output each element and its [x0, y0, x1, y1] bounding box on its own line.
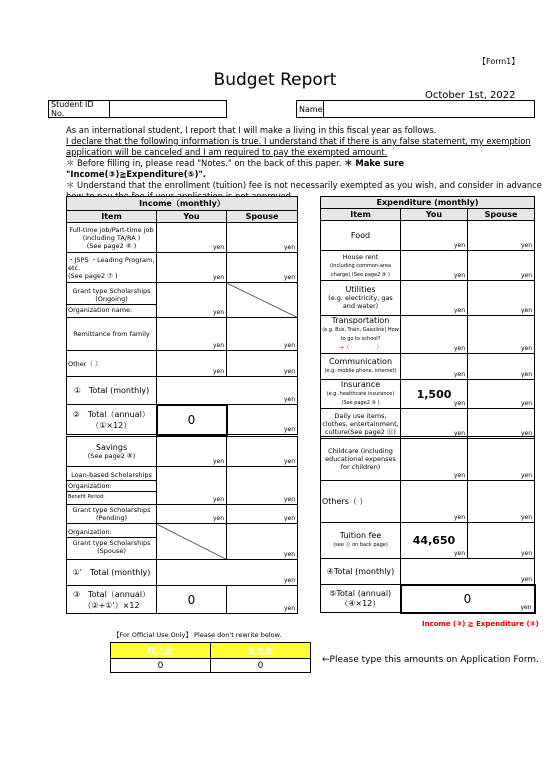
exp-daily-label: Daily use items, clothes, entertainment, culture(See page2 ⑪)	[321, 409, 401, 439]
exp-daily-you[interactable]	[401, 409, 468, 439]
yen-unit: yen	[283, 515, 295, 522]
exp-tuition-spouse[interactable]	[468, 523, 535, 559]
tuition-note: (see ⑫ on back page)	[333, 542, 388, 548]
yen-unit: yen	[520, 400, 533, 407]
yen-unit: yen	[520, 550, 532, 557]
yen-unit: yen	[283, 605, 295, 612]
yen-unit: yen	[453, 550, 465, 557]
note-line-3	[66, 158, 546, 180]
income-table	[66, 196, 298, 436]
loan-benefit-period: Benefit Period:	[68, 493, 105, 500]
tuition-text: Tuition fee	[339, 531, 382, 540]
official-expenditure-header: 支出計	[211, 643, 311, 659]
yen-unit: yen	[283, 551, 295, 558]
yen-unit: yen	[453, 242, 465, 249]
transport-school-input[interactable]: →（ ）	[338, 345, 383, 351]
exp-childcare-label: Childcare (including educational expenses for children)	[321, 437, 401, 481]
yen-unit: yen	[212, 309, 224, 316]
income-total3-label: ③ Total（annual） （②+①'）×12	[67, 586, 157, 614]
income-remittance-you[interactable]	[157, 318, 227, 351]
expenditure-table	[320, 196, 535, 439]
income-loan-spouse[interactable]	[227, 467, 298, 505]
insurance-text: Insurance	[340, 380, 381, 389]
savings-text: Savings	[95, 442, 128, 452]
yen-unit: yen	[520, 307, 533, 314]
form-number: 【Form1】	[478, 57, 520, 66]
transport-note: (e.g. Bus, Train, Gasoline) How to go to school?	[322, 327, 399, 342]
income-col-you: You	[157, 211, 227, 223]
exp-utilities-spouse[interactable]	[468, 281, 535, 316]
declaration-notes	[66, 125, 546, 202]
yen-unit: yen	[520, 371, 533, 378]
total5-value: 0	[463, 591, 472, 606]
yen-unit: yen	[283, 244, 295, 251]
yen-unit: yen	[283, 577, 295, 584]
note-line-4: ＊ Understand that the enrollment (tuition) fee is not necessarily exempted as you wish, and consider in advance	[66, 180, 542, 190]
yen-unit: yen	[453, 472, 465, 479]
exp-total5-value	[401, 585, 535, 613]
insurance-note: (e.g. healthcare insurance) (See page2 ⑩ )	[326, 391, 395, 406]
yen-unit: yen	[520, 345, 533, 352]
exp-food-label: Food	[321, 221, 401, 251]
exp-communication-spouse[interactable]	[468, 354, 535, 380]
utilities-note: (e.g. electricity, gas and water)	[328, 294, 393, 310]
exp-total4-value	[401, 559, 535, 585]
yen-unit: yen	[453, 400, 465, 407]
insurance-value: 1,500	[416, 387, 452, 401]
yen-unit: yen	[212, 368, 224, 375]
income-grant-pending-you[interactable]	[157, 505, 227, 524]
exp-others-label: Others（ ）	[321, 481, 401, 523]
exp-childcare-you[interactable]	[401, 437, 468, 481]
income-lower-table	[66, 436, 298, 614]
income-savings-you[interactable]	[157, 437, 227, 467]
loan-text: Loan-based Scholarships	[67, 470, 156, 481]
exp-house-label	[321, 251, 401, 281]
official-use-table	[110, 642, 311, 673]
exp-total4-label: ④Total (monthly)	[321, 559, 401, 585]
income-other-spouse[interactable]	[227, 351, 298, 377]
yen-unit: yen	[212, 244, 224, 251]
exp-tuition-you[interactable]	[401, 523, 468, 559]
income-total3-empty	[227, 586, 298, 614]
yen-unit: yen	[212, 515, 224, 522]
yen-unit: yen	[283, 395, 295, 403]
yen-unit: yen	[520, 575, 532, 583]
yen-unit: yen	[520, 272, 533, 279]
yen-unit: yen	[212, 496, 224, 503]
official-income-value: 0	[111, 659, 211, 673]
income-expenditure-rule: Income (③) ≧ Expenditure (⑤)	[422, 620, 539, 628]
yen-unit: yen	[212, 458, 224, 465]
yen-unit: yen	[283, 342, 295, 349]
income-header: Income（monthly）	[67, 197, 298, 211]
income-grant-pending-label: Grant type Scholarships (Pending)	[67, 505, 157, 524]
income-total3-value: 0	[157, 586, 227, 614]
official-use-note: 【For Official Use Only】 Please don't rewrite below.	[113, 631, 282, 639]
communication-note: (e.g. mobile phone, internet)	[324, 368, 397, 374]
name-label: Name	[296, 100, 324, 118]
income-fulltime-spouse[interactable]	[227, 223, 298, 253]
student-id-label: Student ID No.	[48, 100, 110, 118]
savings-note: (See page2 ⑧)	[87, 451, 136, 460]
income-loan-you[interactable]	[157, 467, 227, 505]
jsps-note: (See page2 ⑦ )	[68, 272, 118, 280]
income-jsps-you[interactable]	[157, 253, 227, 283]
utilities-text: Utilities	[345, 285, 376, 294]
income-savings-label	[67, 437, 157, 467]
yen-unit: yen	[453, 345, 465, 352]
exp-food-you[interactable]	[401, 221, 468, 251]
communication-text: Communication	[328, 357, 393, 366]
exp-house-you[interactable]	[401, 251, 468, 281]
tuition-value: 44,650	[412, 534, 456, 547]
exp-transport-label	[321, 316, 401, 354]
income-grant-ongoing-spouse-disabled	[227, 283, 298, 318]
grant-ongoing-text: Grant type Scholarships (Ongoing)	[67, 286, 156, 305]
exp-insurance-spouse[interactable]	[468, 380, 535, 409]
student-info-row	[48, 100, 535, 118]
application-form-note: ←Please type this amounts on Application Form.	[322, 655, 539, 665]
official-expenditure-value: 0	[211, 659, 311, 673]
yen-unit: yen	[520, 242, 533, 249]
exp-utilities-label	[321, 281, 401, 316]
income-grant-ongoing-label	[67, 283, 157, 318]
grant-spouse-text: Grant type Scholarships (Spouse)	[72, 539, 151, 555]
yen-unit: yen	[283, 496, 295, 503]
income-total-monthly-label: ① Total (monthly)	[67, 377, 157, 405]
exp-daily-spouse[interactable]	[468, 409, 535, 439]
yen-unit: yen	[212, 342, 224, 349]
exp-food-spouse[interactable]	[468, 221, 535, 251]
income-other-you[interactable]	[157, 351, 227, 377]
yen-unit: yen	[453, 514, 465, 521]
house-note: (including common-area charge) (See page2 ⑨ )	[329, 262, 392, 278]
student-id-field[interactable]	[109, 100, 227, 118]
note-income-rule: ＊ Make sure "Income(③)≧Expenditure(⑤)".	[66, 158, 405, 179]
grant-spouse-organization: Organization:	[67, 527, 156, 538]
exp-others-spouse[interactable]	[468, 481, 535, 523]
exp-house-spouse[interactable]	[468, 251, 535, 281]
income-savings-spouse[interactable]	[227, 437, 298, 467]
income-total-annual-value: 0	[157, 405, 227, 435]
income-grant-ongoing-you[interactable]	[157, 283, 227, 318]
income-remittance-spouse[interactable]	[227, 318, 298, 351]
income-col-spouse: Spouse	[227, 211, 298, 223]
note-line-1: As an international student, I report that I will make a living in this fiscal year as follows.	[66, 125, 437, 135]
income-grant-pending-spouse[interactable]	[227, 505, 298, 524]
name-field[interactable]	[323, 100, 535, 118]
income-grant-spouse-label	[67, 524, 157, 560]
income-grant-spouse-you-disabled	[157, 524, 227, 560]
yen-unit: yen	[283, 274, 295, 281]
exp-insurance-label	[321, 380, 401, 409]
yen-unit: yen	[520, 603, 532, 611]
exp-col-item: Item	[321, 209, 401, 221]
exp-total5-label: ⑤Total (annual) （④×12）	[321, 585, 401, 613]
exp-communication-label	[321, 354, 401, 380]
exp-others-you[interactable]	[401, 481, 468, 523]
jsps-text: ・JSPS ・Leading Program, etc.	[68, 256, 155, 272]
exp-communication-you[interactable]	[401, 354, 468, 380]
fulltime-text: Full-time job/Part-time job (including TA/RA )	[69, 225, 154, 242]
exp-transport-spouse[interactable]	[468, 316, 535, 354]
page-title: Budget Report	[213, 70, 337, 90]
yen-unit: yen	[453, 307, 465, 314]
income-total-annual-empty	[227, 405, 298, 435]
income-remittance-label: Remittance from family	[67, 318, 157, 351]
yen-unit: yen	[453, 430, 465, 437]
exp-utilities-you[interactable]	[401, 281, 468, 316]
expenditure-lower-table	[320, 436, 536, 614]
income-fulltime-you[interactable]	[157, 223, 227, 253]
income-total-monthly2-value	[157, 560, 298, 586]
income-grant-spouse-spouse[interactable]	[227, 524, 298, 560]
income-total-monthly-value	[157, 377, 298, 405]
yen-unit: yen	[453, 371, 465, 378]
note-notes-ref: ＊ Before filling in, please read "Notes." on the back of this paper.	[66, 158, 342, 168]
report-date: October 1st, 2022	[425, 90, 516, 101]
yen-unit: yen	[520, 430, 533, 437]
official-income-header: 収入計	[111, 643, 211, 659]
income-jsps-label	[67, 253, 157, 283]
expenditure-header: Expenditure (monthly)	[321, 197, 535, 209]
grant-org-name: Organization name:	[68, 305, 133, 314]
income-jsps-spouse[interactable]	[227, 253, 298, 283]
yen-unit: yen	[283, 426, 295, 433]
yen-unit: yen	[283, 368, 295, 375]
income-col-item: Item	[67, 211, 157, 223]
income-fulltime-label	[67, 223, 157, 253]
yen-unit: yen	[283, 458, 295, 465]
note-declaration: I declare that the following information is true. I understand that if there is any false statement, my exemption application will be canceled and I am required to pay the exempted amount.	[66, 136, 531, 157]
exp-col-spouse: Spouse	[468, 209, 535, 221]
loan-organization: Organization:	[67, 481, 156, 492]
income-loan-label	[67, 467, 157, 505]
yen-unit: yen	[520, 514, 532, 521]
yen-unit: yen	[453, 272, 465, 279]
house-text: House rent	[342, 252, 379, 261]
income-total-monthly2-label: ①' Total (monthly)	[67, 560, 157, 586]
income-other-label: Other（ ）	[67, 351, 157, 377]
fulltime-note: (See page2 ⑥ )	[86, 241, 137, 250]
exp-transport-you[interactable]	[401, 316, 468, 354]
income-total-annual-label: ② Total（annual） （①×12）	[67, 405, 157, 435]
yen-unit: yen	[520, 472, 532, 479]
transport-text: Transportation	[331, 316, 390, 325]
exp-childcare-spouse[interactable]	[468, 437, 535, 481]
exp-col-you: You	[401, 209, 468, 221]
exp-insurance-you[interactable]	[401, 380, 468, 409]
yen-unit: yen	[212, 274, 224, 281]
exp-tuition-label	[321, 523, 401, 559]
